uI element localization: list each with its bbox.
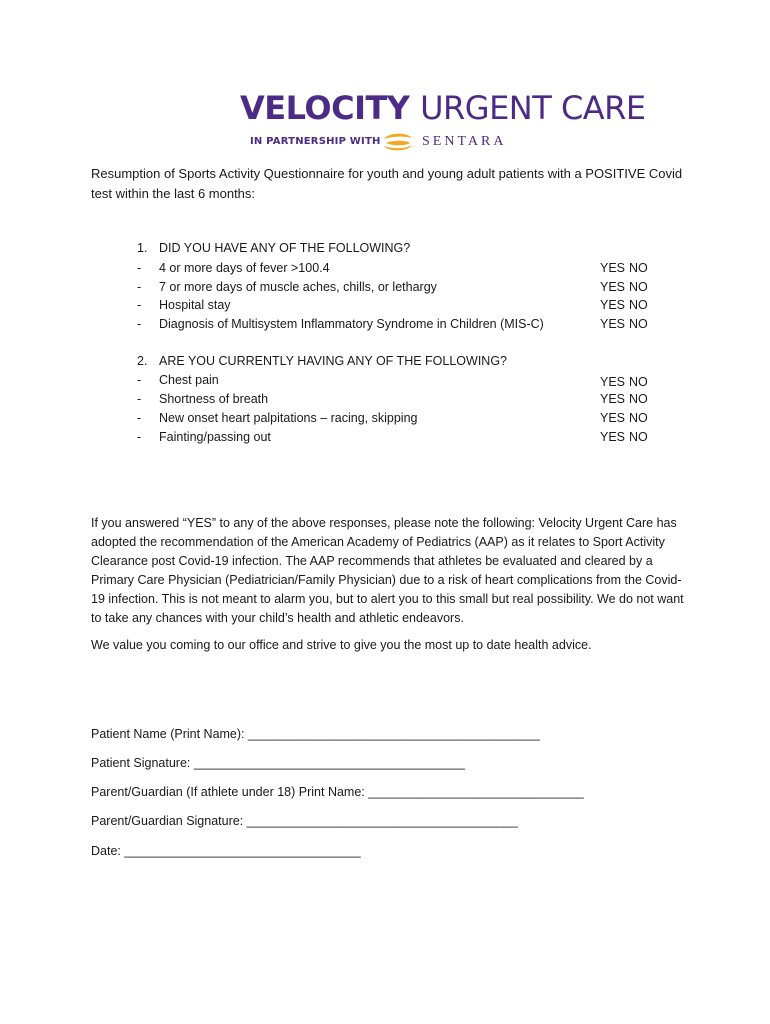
- dash: -: [137, 411, 142, 425]
- section-1-heading: [137, 241, 411, 255]
- question-row: [137, 373, 653, 392]
- yes-option[interactable]: YES: [600, 392, 626, 406]
- question-text: Diagnosis of Multisystem Inflammatory Syndrome in Children (MIS-C): [159, 317, 544, 331]
- questionnaire-intro: Resumption of Sports Activity Questionnaire for youth and young adult patients with a POSITIVE Covid test within the last 6 months:: [91, 166, 683, 201]
- sentara-text: SENTARA: [422, 134, 507, 149]
- yes-option[interactable]: YES: [600, 280, 626, 294]
- question-text: Hospital stay: [159, 298, 231, 312]
- logo-bold-text: VELOCITY: [240, 89, 410, 127]
- yes-option[interactable]: YES: [600, 317, 626, 331]
- dash: -: [137, 392, 142, 406]
- dash: -: [137, 430, 142, 444]
- dash: -: [137, 317, 142, 331]
- no-option[interactable]: NO: [629, 261, 648, 275]
- question-text: Chest pain: [159, 373, 219, 387]
- question-row: [137, 430, 653, 449]
- yes-option[interactable]: YES: [600, 261, 626, 275]
- question-text: 4 or more days of fever >100.4: [159, 261, 330, 275]
- no-option[interactable]: NO: [629, 430, 648, 444]
- question-row: [137, 298, 653, 317]
- question-text: New onset heart palpitations – racing, skipping: [159, 411, 418, 425]
- question-text: Fainting/passing out: [159, 430, 271, 444]
- dash: -: [137, 373, 142, 387]
- question-row: [137, 392, 653, 411]
- guardian-name-field[interactable]: Parent/Guardian (If athlete under 18) Print Name: _______________________________: [91, 785, 584, 799]
- date-field[interactable]: Date: __________________________________: [91, 844, 361, 858]
- section-2-heading: [137, 354, 507, 368]
- section-number: 1.: [137, 241, 148, 255]
- yes-option[interactable]: YES: [600, 430, 626, 444]
- question-text: 7 or more days of muscle aches, chills, or lethargy: [159, 280, 437, 294]
- yes-option[interactable]: YES: [600, 375, 626, 389]
- no-option[interactable]: NO: [629, 298, 648, 312]
- sentara-swirl-icon: [380, 130, 416, 154]
- question-row: [137, 280, 653, 299]
- question-row: [137, 411, 653, 430]
- dash: -: [137, 261, 142, 275]
- partnership-text: IN PARTNERSHIP WITH: [250, 136, 381, 147]
- no-option[interactable]: NO: [629, 411, 648, 425]
- section-heading-text: ARE YOU CURRENTLY HAVING ANY OF THE FOLLOWING?: [159, 354, 507, 368]
- section-number: 2.: [137, 354, 148, 368]
- no-option[interactable]: NO: [629, 375, 648, 389]
- dash: -: [137, 298, 142, 312]
- no-option[interactable]: NO: [629, 392, 648, 406]
- guardian-signature-field[interactable]: Parent/Guardian Signature: _______________________________________: [91, 814, 518, 828]
- yes-option[interactable]: YES: [600, 411, 626, 425]
- closing-paragraph: We value you coming to our office and strive to give you the most up to date health advice.: [91, 638, 592, 652]
- question-row: [137, 317, 653, 336]
- velocity-urgent-care-logo: [240, 89, 646, 149]
- question-row: [137, 261, 653, 280]
- section-heading-text: DID YOU HAVE ANY OF THE FOLLOWING?: [159, 241, 411, 255]
- no-option[interactable]: NO: [629, 280, 648, 294]
- logo-wordmark: [240, 89, 646, 127]
- dash: -: [137, 280, 142, 294]
- aap-notice-paragraph: If you answered “YES” to any of the above responses, please note the following: Velocity Urgent Care has adopted the recommendation of the American Academy of Pediatrics (AAP) as it relates to Sport Activity Clearance post Covid-19 infection. The AAP recommends that athletes be evaluated and cleared by a Primary Care Physician (Pediatrician/Family Physician) due to a risk of heart complications from the Covid-19 infection. This is not meant to alarm you, but to alert you to this small but real possibility. We do not want to take any chances with your child’s health and athletic endeavors.: [91, 516, 684, 625]
- patient-name-field[interactable]: Patient Name (Print Name): __________________________________________: [91, 727, 540, 741]
- no-option[interactable]: NO: [629, 317, 648, 331]
- yes-option[interactable]: YES: [600, 298, 626, 312]
- patient-signature-field[interactable]: Patient Signature: _______________________________________: [91, 756, 465, 770]
- question-text: Shortness of breath: [159, 392, 269, 406]
- logo-light-text: URGENT CARE: [420, 89, 646, 127]
